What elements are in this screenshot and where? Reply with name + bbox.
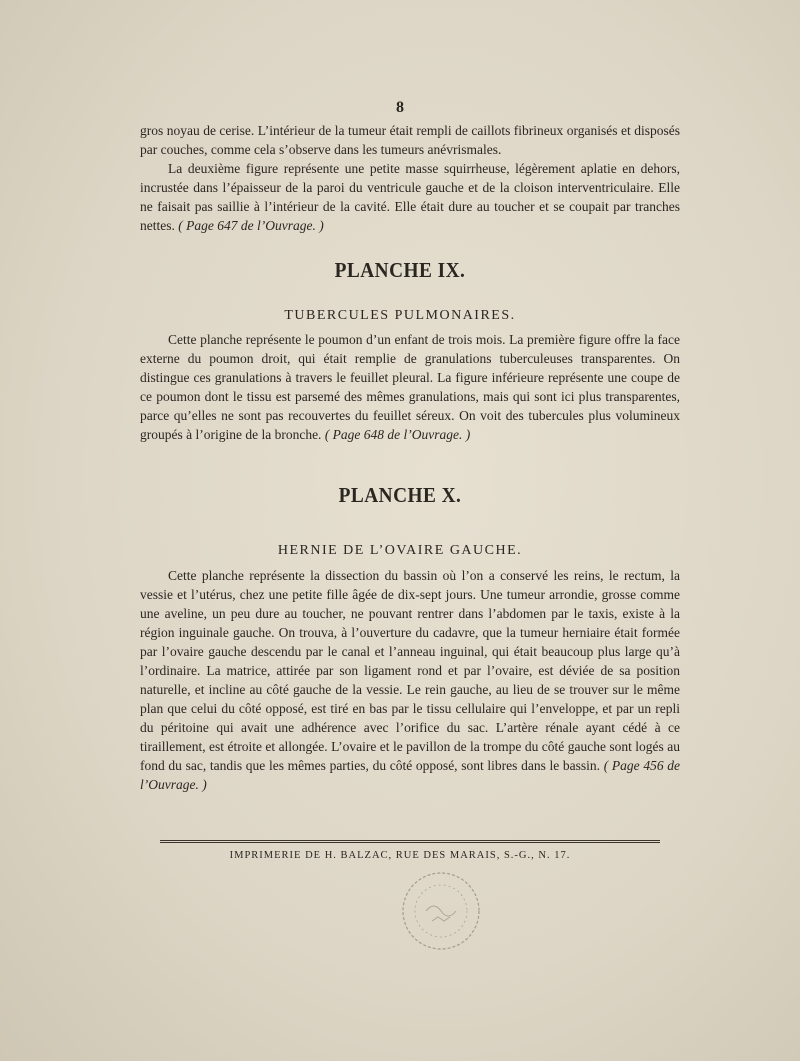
printer-imprint: IMPRIMERIE DE H. BALZAC, RUE DES MARAIS, S.-G., N. 17.	[229, 850, 571, 861]
page-reference: ( Page 648 de l’Ouvrage. )	[324, 427, 471, 442]
paragraph-plate-x	[140, 566, 680, 794]
plate-ix-subtitle: TUBERCULES PULMONAIRES.	[284, 308, 516, 323]
paragraph-second-figure	[140, 159, 680, 235]
page-number: 8	[396, 99, 404, 116]
paragraph-plate-ix	[140, 330, 680, 444]
paragraph-text: Cette planche représente le poumon d’un enfant de trois mois. La première figure offre la face externe du poumon droit, qui était remplie de granulations tuberculeuses transparentes. On distingue ces granulations à travers le feuillet pleural. La figure inférieure représente une coupe de ce poumon dont le tissu est parsemé des mêmes granulations, mais qui sont ici plus transparentes, parce qu’elles ne sont pas recouvertes du feuillet séreux. On voit des tubercules plus volumineux groupés à l’origine de la bronche.	[140, 332, 680, 442]
plate-x-subtitle: HERNIE DE L’OVAIRE GAUCHE.	[277, 543, 523, 558]
paragraph-text: gros noyau de cerise. L’intérieur de la tumeur était rempli de caillots fibrineux organisés et disposés par couches, comme cela s’observe dans les tumeurs anévrismales.	[140, 123, 680, 157]
divider-rule	[160, 840, 660, 843]
paragraph-text: Cette planche représente la dissection du bassin où l’on a conservé les reins, le rectum, la vessie et l’utérus, chez une petite fille âgée de dix-sept jours. Une tumeur arrondie, grosse comme une aveline, un peu dure au toucher, ne pouvant rentrer dans l’abdomen par le taxis, existe à la région inguinale gauche. On trouva, à l’ouverture du cadavre, que la tumeur herniaire était formée par l’ovaire gauche descendu par le canal et l’anneau inguinal, qui était beaucoup plus large qu’à l’ordinaire. La matrice, attirée par son ligament rond et par l’ovaire, est déviée de sa position naturelle, et incline au côté gauche de la vessie. Le rein gauche, au lieu de se trouver sur le même plan que celui du côté opposé, est tiré en bas par le tissu cellulaire qui l’enveloppe, et par un repli du péritoine qui avait une adhérence avec l’orifice du sac. L’artère rénale ayant cédé à ce tiraillement, est étroite et allongée. L’ovaire et le pavillon de la trompe du côté gauche sont logés au fond du sac, tandis que les mêmes parties, du côté opposé, sont libres dans le bassin.	[140, 568, 680, 773]
paragraph-text: La deuxième figure représente une petite masse squirrheuse, légèrement aplatie en dehors, incrustée dans l’épaisseur de la paroi du ventricule gauche et de la cloison interventriculaire. Elle ne faisait pas saillie à l’intérieur de la cavité. Elle était dure au toucher et se coupait par tranches nettes.	[140, 161, 680, 233]
plate-x-title: PLANCHE X.	[338, 483, 462, 507]
page-reference: ( Page 647 de l’Ouvrage. )	[178, 218, 324, 233]
plate-ix-title: PLANCHE IX.	[334, 258, 466, 282]
library-stamp-icon	[396, 866, 486, 956]
page-reference: ( Page 456 de l’Ouvrage. )	[140, 758, 681, 792]
paragraph-continuation	[140, 121, 680, 159]
